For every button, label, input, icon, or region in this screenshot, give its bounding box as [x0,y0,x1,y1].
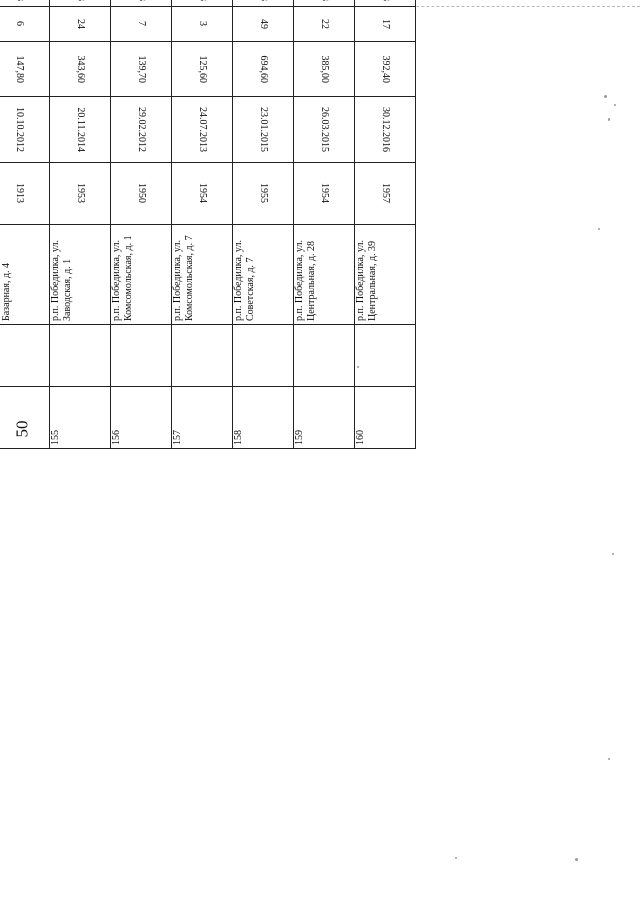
row-area: 139,70 [111,42,172,97]
row-year: 1954 [294,163,355,225]
table-row [50,0,111,449]
row-plan-date [50,0,111,7]
row-area: 385,00 [294,42,355,97]
row-date: 30.12.2016 [355,97,416,163]
row-year: 1954 [172,163,233,225]
row-people: 3 [172,7,233,42]
row-number [0,387,50,449]
scan-speck [455,857,457,859]
table-row [233,0,294,449]
table-row [355,0,416,449]
table-row [111,0,172,449]
table-row [172,0,233,449]
row-plan-date [111,0,172,7]
row-plan-date [355,0,416,7]
row-people: 17 [355,7,416,42]
row-empty-cell [233,325,294,387]
scan-speck [614,104,616,106]
rotated-table-container [0,0,416,449]
row-area: 694,60 [233,42,294,97]
row-year: 1957 [355,163,416,225]
row-date: 26.03.2015 [294,97,355,163]
row-date: 20.11.2014 [50,97,111,163]
row-plan-date [233,0,294,7]
scan-speck [608,118,610,121]
row-empty-cell [355,325,416,387]
scan-speck [575,858,578,861]
row-plan-date [172,0,233,7]
row-people: 6 [0,7,50,42]
row-people: 22 [294,7,355,42]
row-number: 159 [294,387,355,449]
scan-speck [608,758,610,760]
row-address: р.п. Победилка, ул. Комсомольская, д. 1 [111,225,172,325]
table-row [294,0,355,449]
row-year: 1950 [111,163,172,225]
page-number: 50 [12,420,31,438]
row-number: 156 [111,387,172,449]
row-empty-cell [294,325,355,387]
row-address: р.п. Победилка, ул. Центральная, д. 39 [355,225,416,325]
row-number: 157 [172,387,233,449]
row-empty-cell [111,325,172,387]
row-empty-cell [50,325,111,387]
row-area: 392,40 [355,42,416,97]
row-year: 1913 [0,163,50,225]
row-number: 158 [233,387,294,449]
row-area: 125,60 [172,42,233,97]
row-date: 10.10.2012 [0,97,50,163]
row-people: 7 [111,7,172,42]
row-people: 24 [50,7,111,42]
housing-table [0,0,416,449]
table-row [0,0,50,449]
row-plan-date [294,0,355,7]
scan-speck [598,228,600,230]
row-address: р.п. Победилка, ул. Комсомольская, д. 7 [172,225,233,325]
scan-speck [612,553,614,555]
row-number: 160 [355,387,416,449]
row-people: 49 [233,7,294,42]
row-date: 29.02.2012 [111,97,172,163]
row-plan-date [0,0,50,7]
row-year: 1955 [233,163,294,225]
row-empty-cell [172,325,233,387]
row-empty-cell [0,325,50,387]
row-address: р.п. Победилка, ул. Центральная, д. 28 [294,225,355,325]
row-year: 1953 [50,163,111,225]
row-number: 155 [50,387,111,449]
row-area: 343,60 [50,42,111,97]
row-date: 23.01.2015 [233,97,294,163]
row-date: 24.07.2013 [172,97,233,163]
scan-speck [357,366,359,368]
row-address: Базарная, д. 4 [0,225,50,325]
scan-speck [604,95,607,98]
row-address: р.п. Победилка, ул. Заводская, д. 1 [50,225,111,325]
row-address: р.п. Победилка, ул. Советская, д. 7 [233,225,294,325]
row-area: 147,80 [0,42,50,97]
